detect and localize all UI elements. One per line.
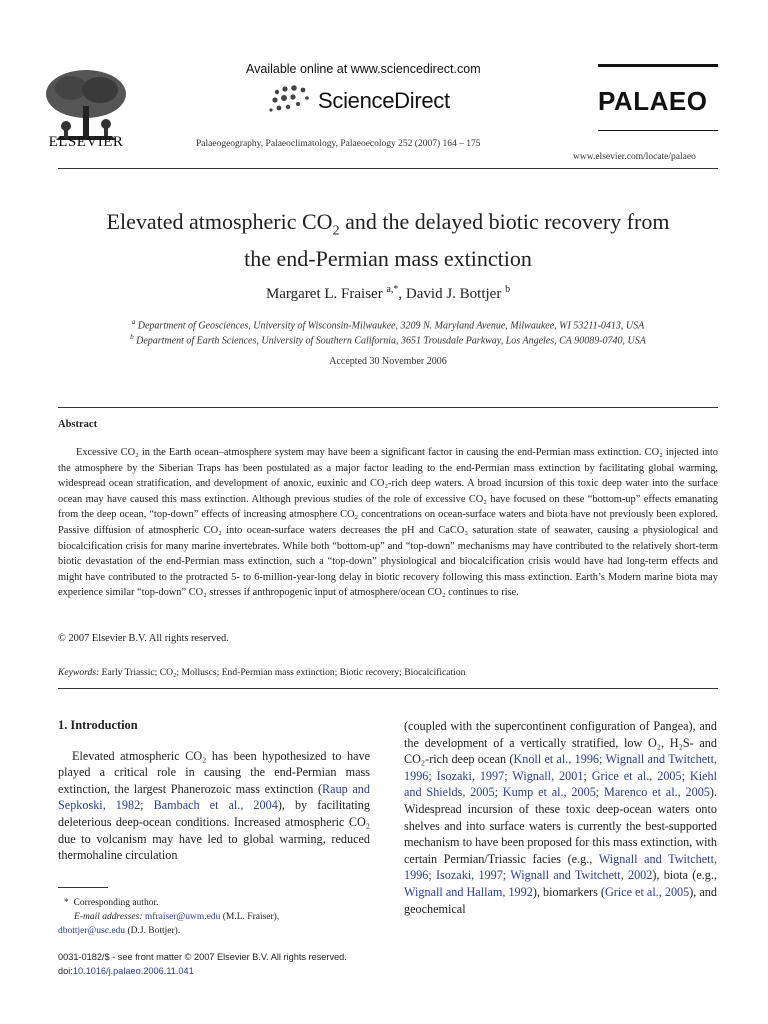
corresponding-author-footnote [58,896,370,938]
abstract-heading: Abstract [58,419,98,430]
email-link-fraiser[interactable]: mfraiser@uwm.edu [144,912,221,922]
issn-line: 0031-0182/$ - see front matter © 2007 Elsevier B.V. All rights reserved. [58,952,347,962]
affil-b-text: Department of Earth Sciences, University of Southern California, 3651 Trousdale Parkway, Los Angeles, CA 90089-0740, USA [136,335,646,347]
intro-paragraph-1 [58,748,370,864]
title-part2: and the delayed biotic recovery from [339,209,670,234]
abstract-body [58,445,718,601]
journal-citation: Palaeogeography, Palaeoclimatology, Palaeoecology 252 (2007) 164 – 175 [196,139,481,149]
journal-name-rule [598,130,718,131]
affiliation-b [58,333,718,346]
citation-link-wignall-twitchett[interactable]: Wignall and Twitchett, 1996; Isozaki, 1997; Wignall and Twitchett, 2002 [404,851,717,883]
abstract-text: Excessive CO₂ in the Earth ocean–atmosphere system may have been a significant factor in causing the end-Permian mass extinction. CO₂ injected into the atmosphere by the Siberian Traps has been postulated as a major factor leading to the end-Permian mass extinction by facilitating global warming, widespread ocean stratification, and development of anoxic, euxinic and CO₂-rich deep waters. A broad incursion of this toxic deep water into the surface ocean may have caused this mass extinction. Although previous studies of the role of excessive CO₂ have focused on these “bottom-up” effects emanating from the deep ocean, “top-down” effects of increasing atmosphere CO₂ concentrations on ocean-surface waters and biota have not previously been explored. Passive diffusion of atmospheric CO₂ into ocean-surface waters decreases the pH and CaCO₃ saturation state of seawater, causing a physiological and biocalcification crisis for many marine invertebrates. While both “bottom-up” and “top-down” mechanisms may have contributed to the relatively short-term biotic devastation of the end-Permian mass extinction, such a “top-down” physiological and biocalcification crisis would have had long-term effects and might have contributed to the protracted 5- to 6-million-year-long delay in biotic recovery following this mass extinction. Earth’s Modern marine biota may experience similar “top-down” CO₂ stresses if anthropogenic input of atmosphere/ocean CO₂ continues to rise. [58,447,718,599]
intro-r-text-d: ), biomarkers ( [532,884,605,899]
title-subscript: 2 [332,223,340,239]
footnote-corresponding-text: Corresponding author. [73,898,159,908]
available-online-text[interactable]: Available online at www.sciencedirect.com [246,62,481,76]
email-label: E-mail addresses: [74,912,143,922]
email2-owner: (D.J. Bottjer). [127,926,181,936]
journal-url-link[interactable]: www.elsevier.com/locate/palaeo [573,152,696,162]
keywords-rule [58,688,718,689]
author-fraiser[interactable]: Margaret L. Fraiser [265,286,383,302]
citation-link-wignall-hallam[interactable]: Wignall and Hallam, 1992 [404,884,533,899]
intro-p1-text-b: ), by facilitating deleterious deep-ocean conditions. Increased atmospheric CO₂ due to volcanism may have led to global warming, reduced thermohaline circulation [58,798,370,863]
publisher-name: ELSEVIER [48,134,124,150]
accepted-date: Accepted 30 November 2006 [329,356,447,367]
author-bottjer[interactable]: , David J. Bottjer [398,286,502,302]
header-rule [58,168,718,169]
intro-r-text-b: ). Widespread incursion of these toxic deep-ocean waters onto shelves and into surface waters is currently the best-supported mechanism to have been proposed for this mass extinction, with certain Permian/Triassic facies (e.g., [404,785,717,866]
footnote-star: * [64,898,69,908]
affil-a-marker: a [131,318,136,326]
intro-r-text-a: (coupled with the supercontinent configuration of Pangea), and the development of a vertically stratified, low O₂, H₂S- and CO₂-rich deep ocean ( [404,719,717,767]
intro-left-column [58,717,370,864]
abstract-copyright: © 2007 Elsevier B.V. All rights reserved. [58,633,229,644]
sciencedirect-wordmark: ScienceDirect [318,88,450,113]
email1-owner: (M.L. Fraiser), [222,912,280,922]
author2-affil-marker: b [505,284,511,295]
intro-paragraph-continued [404,718,717,917]
journal-name: PALAEO [598,86,708,116]
section-heading-introduction: 1. Introduction [58,718,138,732]
keywords-line [58,667,718,678]
footnote-rule [58,887,108,888]
keywords-text: Early Triassic; CO₂; Molluscs; End-Permian mass extinction; Biotic recovery; Biocalcification [101,667,466,678]
affil-b-marker: b [130,333,134,341]
citation-link-raup-bambach[interactable]: Raup and Sepkoski, 1982; Bambach et al., 2004 [58,781,370,813]
author1-affil-marker: a,* [386,284,399,295]
affil-a-text: Department of Geosciences, University of Wisconsin-Milwaukee, 3209 N. Maryland Avenue, Milwaukee, WI 53211-0413, USA [137,320,645,332]
front-matter-meta [58,950,398,978]
footnote-emails-line2 [58,924,370,938]
intro-right-column [404,718,717,917]
affiliation-a [58,318,718,331]
footnote-emails [58,910,370,924]
article-title [58,208,718,273]
title-part1: Elevated atmospheric CO [106,209,333,234]
title-line2: the end-Permian mass extinction [244,246,532,272]
doi-label: doi: [58,966,73,976]
author-list [58,284,718,303]
header-top-rule [598,64,718,67]
doi-link[interactable]: 10.1016/j.palaeo.2006.11.041 [72,966,194,976]
citation-link-grice[interactable]: Grice et al., 2005 [604,884,690,899]
intro-r-text-e: ), and geochemical [404,884,717,916]
footnote-corresponding [58,896,370,910]
intro-r-text-c: ), biota (e.g., [652,868,717,883]
doi-line [58,964,398,978]
keywords-label: Keywords: [58,667,100,678]
citation-link-knoll-marenco[interactable]: Knoll et al., 1996; Wignall and Twitchett, 1996; Isozaki, 1997; Wignall, 2001; Grice et al., 2005; Kiehl and Shields, 2005; Kump et al., 2005; Marenco et al., 2005 [404,752,717,800]
intro-p1-text-a: Elevated atmospheric CO₂ has been hypothesized to have played a critical role in causing the end-Permian mass extinction, the largest Phanerozoic mass extinction ( [58,748,370,796]
abstract-top-rule [58,407,718,408]
email-link-bottjer[interactable]: dbottjer@usc.edu [58,926,126,936]
